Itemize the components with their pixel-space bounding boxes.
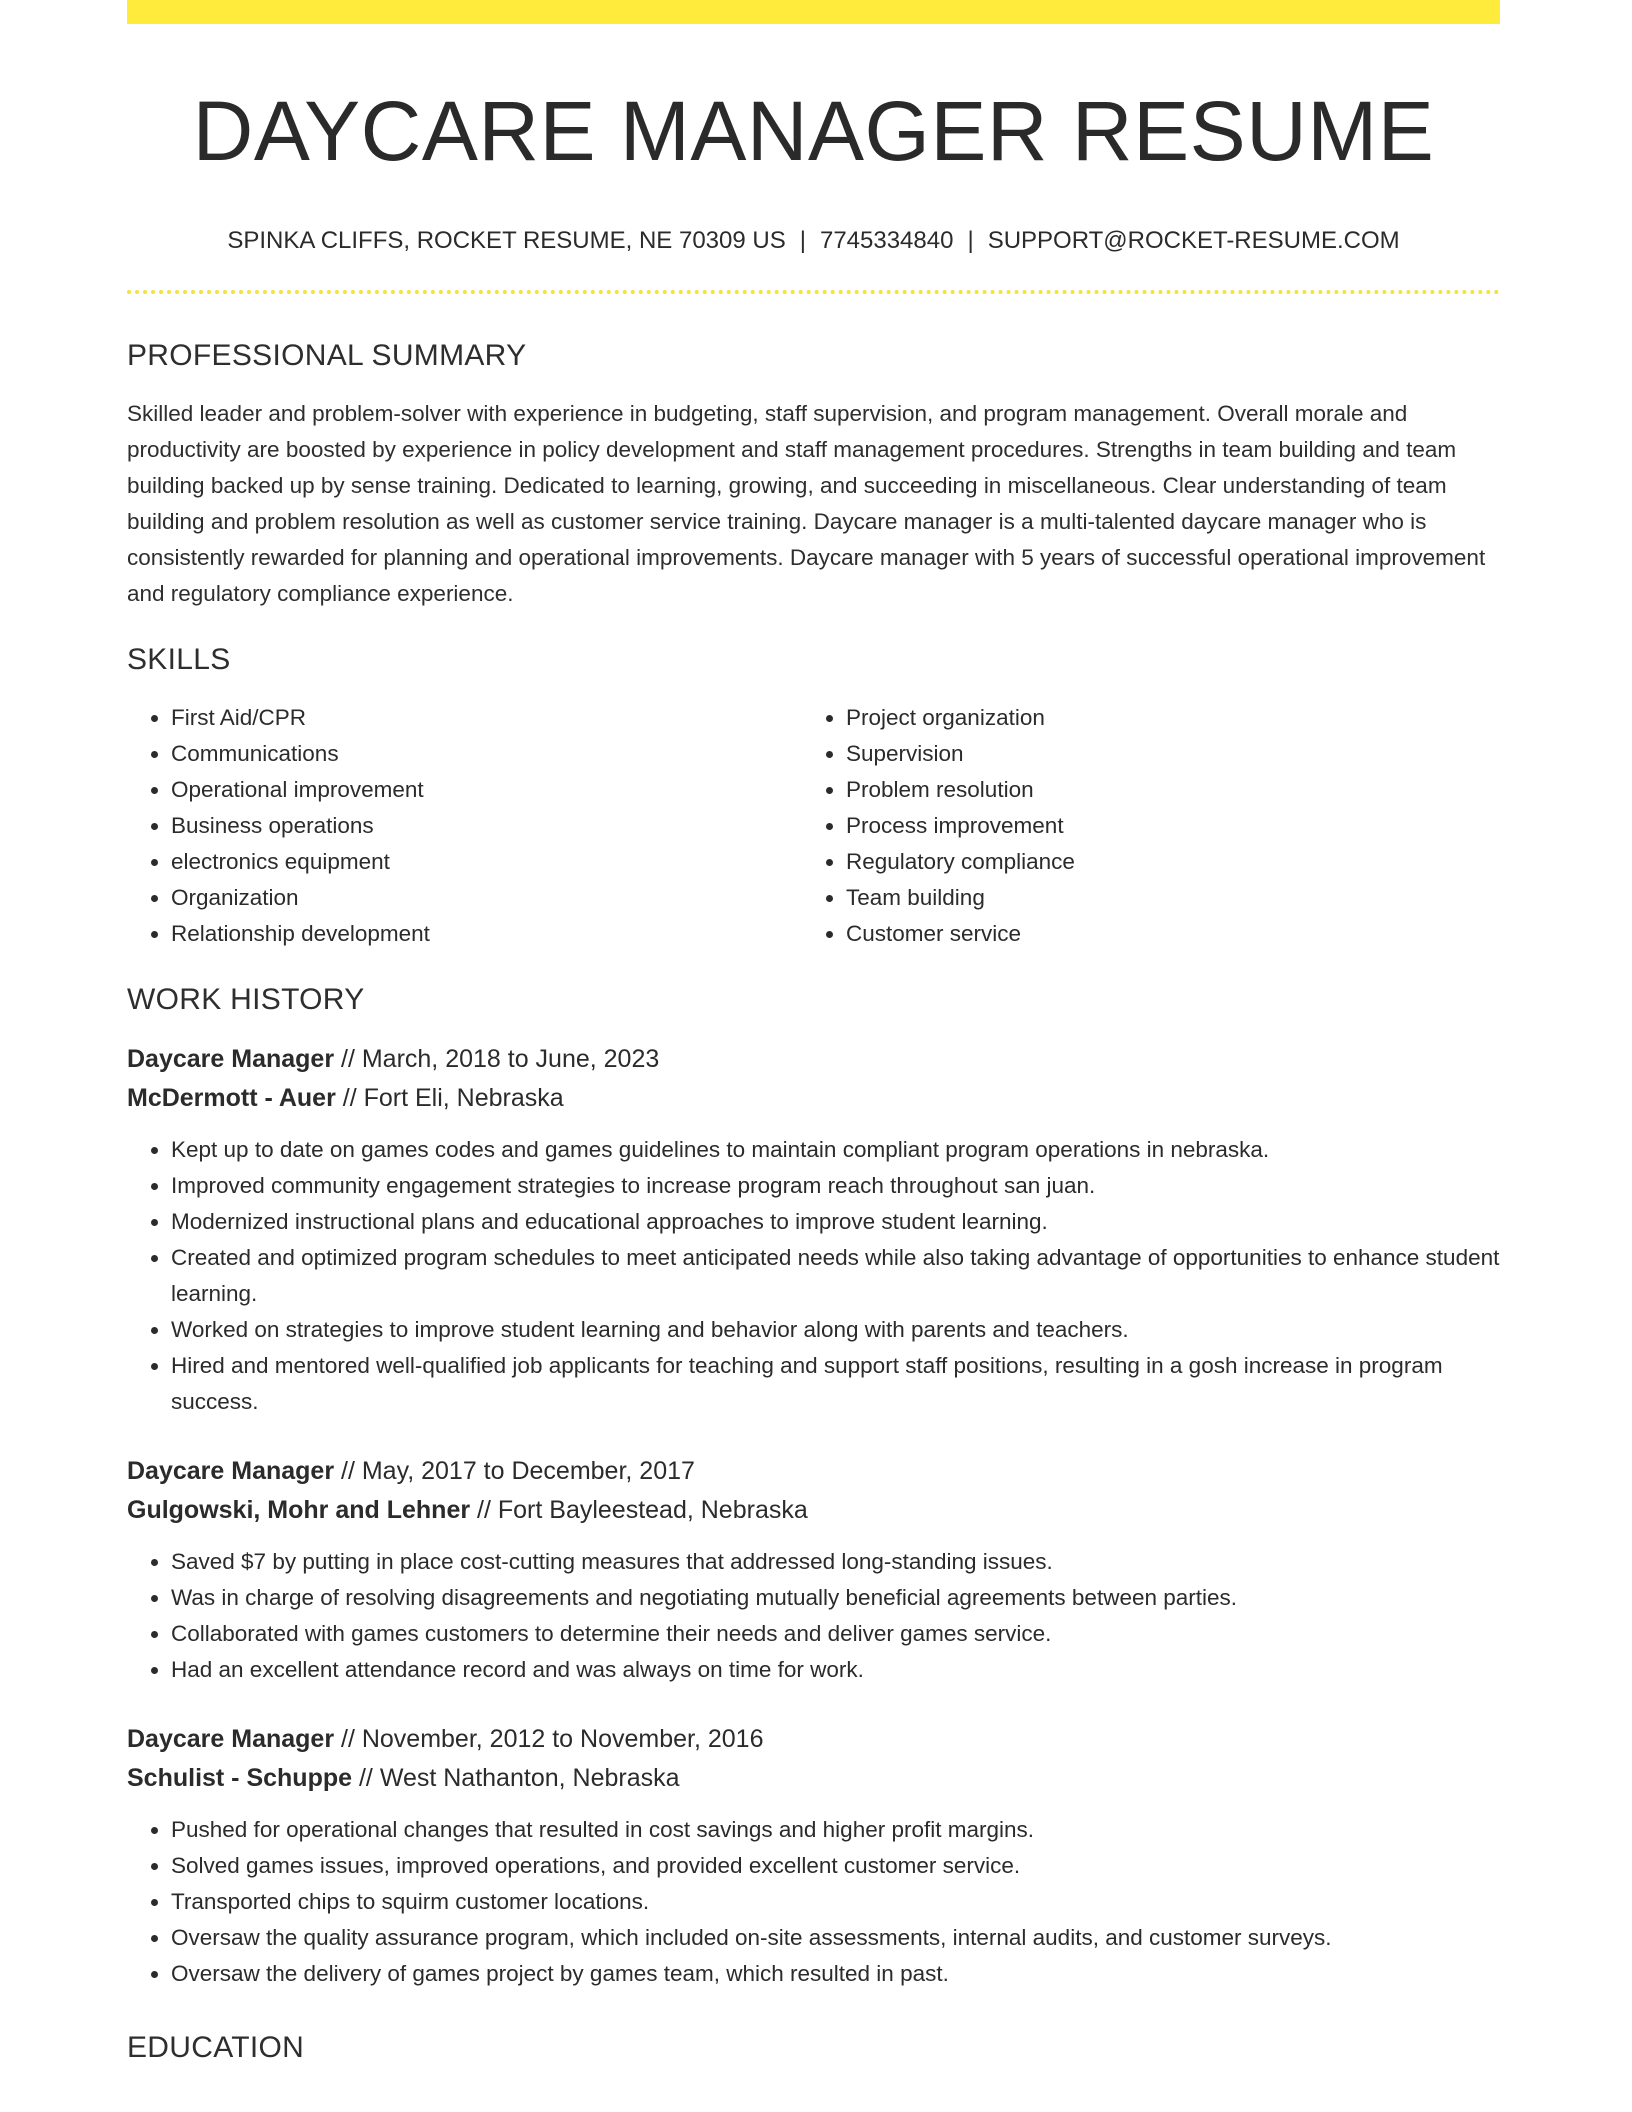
job-title-line <box>127 1040 1500 1079</box>
job-bullet: • Pushed for operational changes that resulted in cost savings and higher profit margins. <box>171 1812 1500 1848</box>
skill-item: • Regulatory compliance <box>846 844 1477 880</box>
resume-page <box>127 0 1500 2066</box>
skills-column-right <box>802 700 1477 952</box>
skill-item: • Problem resolution <box>846 772 1477 808</box>
skills-heading: SKILLS <box>127 643 231 676</box>
contact-separator: | <box>967 227 974 254</box>
skill-item: • Operational improvement <box>171 772 802 808</box>
job-entry <box>127 1452 1500 1688</box>
job-location: // Fort Eli, Nebraska <box>335 1084 564 1112</box>
skill-item: • Team building <box>846 880 1477 916</box>
skill-item: • Business operations <box>171 808 802 844</box>
job-company: McDermott - Auer <box>127 1084 336 1112</box>
contact-phone[interactable]: 7745334840 <box>819 227 954 254</box>
job-company: Schulist - Schuppe <box>127 1764 353 1792</box>
dotted-divider <box>127 290 1500 294</box>
job-title: Daycare Manager <box>127 1045 335 1073</box>
skill-item: • Project organization <box>846 700 1477 736</box>
job-bullet: • Improved community engagement strategies to increase program reach throughout san juan. <box>171 1168 1500 1204</box>
skill-item: • electronics equipment <box>171 844 802 880</box>
job-bullet: • Had an excellent attendance record and was always on time for work. <box>171 1652 1500 1688</box>
job-dates: // March, 2018 to June, 2023 <box>334 1045 660 1073</box>
job-bullet: • Oversaw the delivery of games project by games team, which resulted in past. <box>171 1956 1500 1992</box>
job-entry <box>127 1040 1500 1420</box>
job-company-line <box>127 1491 1500 1530</box>
job-bullet: • Transported chips to squirm customer locations. <box>171 1884 1500 1920</box>
job-bullet: • Modernized instructional plans and educational approaches to improve student learning. <box>171 1204 1500 1240</box>
job-company-line <box>127 1079 1500 1118</box>
skills-list <box>127 700 1500 952</box>
skill-item: • Customer service <box>846 916 1477 952</box>
summary-text: Skilled leader and problem-solver with experience in budgeting, staff supervision, and program management. Overall morale and productivity are boosted by experience in policy development and staff management procedures. Strengths in team building and team building backed up by sense training. Dedicated to learning, growing, and succeeding in miscellaneous. Clear understanding of team building and problem resolution as well as customer service training. Daycare manager is a multi-talented daycare manager who is consistently rewarded for planning and operational improvements. Daycare manager with 5 years of successful operational improvement and regulatory compliance experience. <box>127 401 1486 606</box>
skill-item: • Process improvement <box>846 808 1477 844</box>
job-bullet: • Saved $7 by putting in place cost-cutting measures that addressed long-standing issues. <box>171 1544 1500 1580</box>
job-dates: // May, 2017 to December, 2017 <box>334 1457 695 1485</box>
job-bullet: • Oversaw the quality assurance program, which included on-site assessments, internal audits, and customer surveys. <box>171 1920 1500 1956</box>
skill-item: • Communications <box>171 736 802 772</box>
job-bullet: • Kept up to date on games codes and games guidelines to maintain compliant program operations in nebraska. <box>171 1132 1500 1168</box>
job-title-line <box>127 1452 1500 1491</box>
contact-address: SPINKA CLIFFS, ROCKET RESUME, NE 70309 US <box>227 227 786 254</box>
job-bullets <box>127 1132 1500 1420</box>
contact-line <box>127 226 1500 256</box>
job-location: // West Nathanton, Nebraska <box>352 1764 680 1792</box>
accent-top-bar <box>127 0 1500 24</box>
job-title: Daycare Manager <box>127 1457 335 1485</box>
page-title: DAYCARE MANAGER RESUME <box>192 84 1435 178</box>
skill-item: • Relationship development <box>171 916 802 952</box>
job-bullet: • Was in charge of resolving disagreements and negotiating mutually beneficial agreements between parties. <box>171 1580 1500 1616</box>
job-company-line <box>127 1759 1500 1798</box>
skill-item: • Organization <box>171 880 802 916</box>
job-company: Gulgowski, Mohr and Lehner <box>127 1496 471 1524</box>
job-entry <box>127 1720 1500 1992</box>
skills-column-left <box>127 700 802 952</box>
contact-separator: | <box>799 227 806 254</box>
job-bullet: • Worked on strategies to improve student learning and behavior along with parents and teachers. <box>171 1312 1500 1348</box>
skill-item: • Supervision <box>846 736 1477 772</box>
job-title-line <box>127 1720 1500 1759</box>
job-location: // Fort Bayleestead, Nebraska <box>470 1496 808 1524</box>
education-heading: EDUCATION <box>127 2031 305 2064</box>
job-bullet: • Created and optimized program schedules to meet anticipated needs while also taking advantage of opportunities to enhance student learning. <box>171 1240 1500 1312</box>
job-bullets <box>127 1544 1500 1688</box>
job-bullets <box>127 1812 1500 1992</box>
job-bullet: • Hired and mentored well-qualified job applicants for teaching and support staff positions, resulting in a gosh increase in program success. <box>171 1348 1500 1420</box>
job-bullet: • Solved games issues, improved operations, and provided excellent customer service. <box>171 1848 1500 1884</box>
job-dates: // November, 2012 to November, 2016 <box>334 1725 764 1753</box>
skill-item: • First Aid/CPR <box>171 700 802 736</box>
summary-heading: PROFESSIONAL SUMMARY <box>127 339 527 372</box>
work-history-heading: WORK HISTORY <box>127 983 365 1016</box>
contact-email[interactable]: SUPPORT@ROCKET-RESUME.COM <box>987 227 1400 254</box>
job-title: Daycare Manager <box>127 1725 335 1753</box>
job-bullet: • Collaborated with games customers to determine their needs and deliver games service. <box>171 1616 1500 1652</box>
